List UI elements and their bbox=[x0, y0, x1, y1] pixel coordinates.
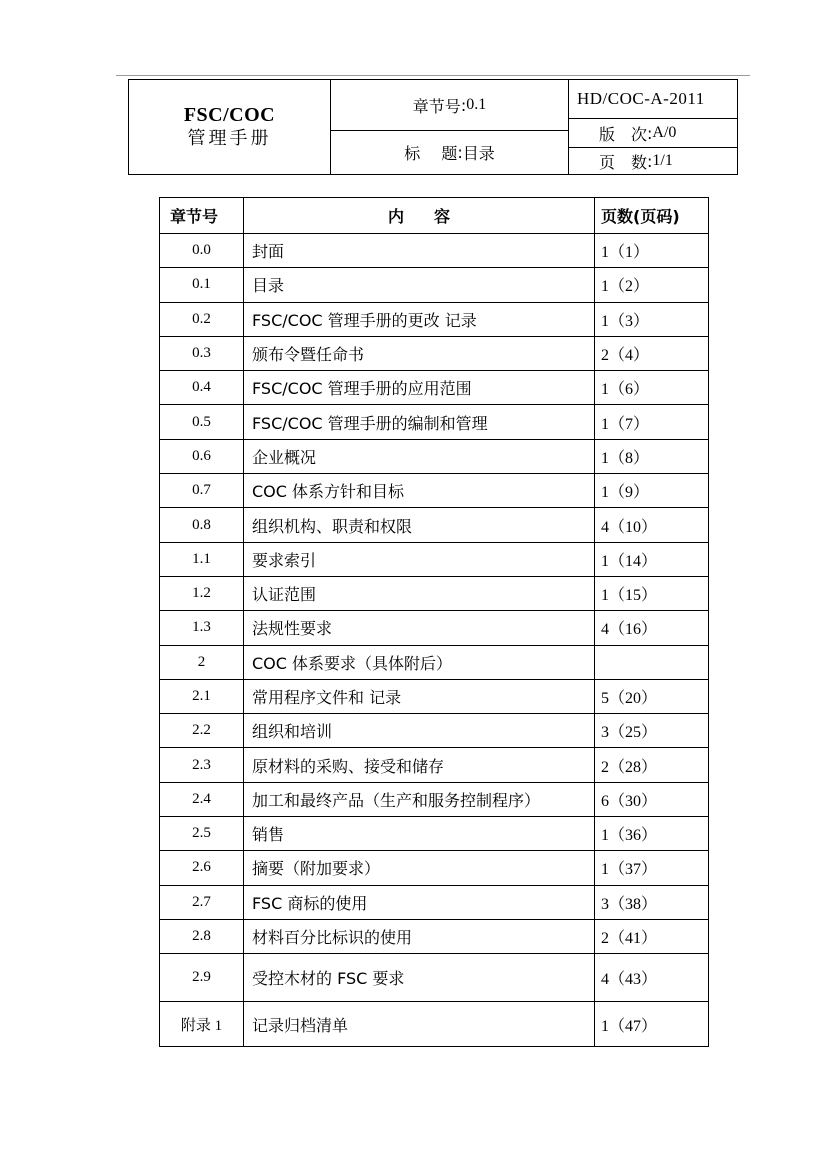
table-row bbox=[160, 782, 709, 816]
table-row bbox=[160, 817, 709, 851]
row-pages: 3（38） bbox=[595, 885, 709, 919]
row-content: 材料百分比标识的使用 bbox=[244, 919, 595, 953]
table-row bbox=[160, 234, 709, 268]
table-row bbox=[160, 919, 709, 953]
row-content: 颁布令暨任命书 bbox=[244, 336, 595, 370]
version-label: 版 次 bbox=[599, 124, 648, 144]
row-section: 2.2 bbox=[160, 714, 244, 748]
row-content: 要求索引 bbox=[244, 542, 595, 576]
table-row bbox=[160, 851, 709, 885]
row-pages: 1（36） bbox=[595, 817, 709, 851]
table-row bbox=[160, 336, 709, 370]
row-content: COC 体系要求（具体附后） bbox=[244, 645, 595, 679]
row-content: COC 体系方针和目标 bbox=[244, 474, 595, 508]
table-row bbox=[160, 748, 709, 782]
table-row bbox=[160, 1002, 709, 1047]
row-content: 原材料的采购、接受和储存 bbox=[244, 748, 595, 782]
title-colon: : bbox=[457, 143, 463, 162]
table-row bbox=[160, 611, 709, 645]
title-label: 标 题 bbox=[404, 144, 458, 163]
row-content: 法规性要求 bbox=[244, 611, 595, 645]
row-pages: 4（10） bbox=[595, 508, 709, 542]
row-pages: 2（41） bbox=[595, 919, 709, 953]
row-section: 0.0 bbox=[160, 234, 244, 268]
row-pages: 5（20） bbox=[595, 679, 709, 713]
row-section: 2.9 bbox=[160, 954, 244, 1002]
header-pages: 页数(页码) bbox=[595, 198, 709, 234]
row-section: 1.1 bbox=[160, 542, 244, 576]
row-content: 封面 bbox=[244, 234, 595, 268]
row-section: 0.4 bbox=[160, 371, 244, 405]
row-content: FSC/COC 管理手册的更改 记录 bbox=[244, 302, 595, 336]
row-section: 1.3 bbox=[160, 611, 244, 645]
row-section: 0.5 bbox=[160, 405, 244, 439]
table-row bbox=[160, 268, 709, 302]
toc-header-row bbox=[160, 198, 709, 234]
table-row bbox=[160, 679, 709, 713]
table-row bbox=[160, 714, 709, 748]
row-section: 2.8 bbox=[160, 919, 244, 953]
row-content: 摘要（附加要求） bbox=[244, 851, 595, 885]
row-content: 组织机构、职责和权限 bbox=[244, 508, 595, 542]
table-row bbox=[160, 954, 709, 1002]
row-pages: 3（25） bbox=[595, 714, 709, 748]
row-section: 0.6 bbox=[160, 439, 244, 473]
row-pages: 1（6） bbox=[595, 371, 709, 405]
version-colon: : bbox=[647, 123, 653, 143]
table-row bbox=[160, 405, 709, 439]
row-pages: 1（3） bbox=[595, 302, 709, 336]
row-pages: 1（9） bbox=[595, 474, 709, 508]
title-value: 目录 bbox=[462, 144, 495, 163]
row-section: 2.5 bbox=[160, 817, 244, 851]
table-row bbox=[160, 542, 709, 576]
row-section: 附录 1 bbox=[160, 1002, 244, 1047]
row-section: 0.8 bbox=[160, 508, 244, 542]
header-content: 内容 bbox=[244, 198, 595, 234]
row-content: 记录归档清单 bbox=[244, 1002, 595, 1047]
row-content: 销售 bbox=[244, 817, 595, 851]
row-pages: 1（37） bbox=[595, 851, 709, 885]
header-title-block bbox=[129, 80, 331, 174]
top-rule bbox=[116, 75, 750, 76]
manual-title: 管理手册 bbox=[187, 128, 272, 149]
page-colon: : bbox=[647, 151, 653, 171]
row-content: FSC/COC 管理手册的编制和管理 bbox=[244, 405, 595, 439]
page-value: 1/1 bbox=[652, 152, 673, 169]
row-section: 2.1 bbox=[160, 679, 244, 713]
row-pages: 1（14） bbox=[595, 542, 709, 576]
table-row bbox=[160, 576, 709, 610]
row-section: 2.3 bbox=[160, 748, 244, 782]
title-cell bbox=[331, 131, 569, 174]
row-pages: 1（1） bbox=[595, 234, 709, 268]
table-row bbox=[160, 302, 709, 336]
row-section: 2.4 bbox=[160, 782, 244, 816]
doc-code: HD/COC-A-2011 bbox=[577, 89, 705, 108]
document-header bbox=[128, 79, 738, 175]
row-content: 受控木材的 FSC 要求 bbox=[244, 954, 595, 1002]
table-row bbox=[160, 371, 709, 405]
row-content: 目录 bbox=[244, 268, 595, 302]
row-pages bbox=[595, 645, 709, 679]
chapter-value: 0.1 bbox=[466, 96, 487, 113]
row-content: 企业概况 bbox=[244, 439, 595, 473]
row-pages: 1（47） bbox=[595, 1002, 709, 1047]
row-section: 0.1 bbox=[160, 268, 244, 302]
row-pages: 6（30） bbox=[595, 782, 709, 816]
chapter-label: 章节号 bbox=[412, 96, 461, 116]
row-section: 1.2 bbox=[160, 576, 244, 610]
brand-name: FSC/COC bbox=[183, 104, 276, 126]
row-content: 加工和最终产品（生产和服务控制程序） bbox=[244, 782, 595, 816]
row-pages: 4（43） bbox=[595, 954, 709, 1002]
row-section: 2.7 bbox=[160, 885, 244, 919]
row-pages: 2（4） bbox=[595, 336, 709, 370]
row-pages: 4（16） bbox=[595, 611, 709, 645]
table-row bbox=[160, 439, 709, 473]
table-of-contents bbox=[159, 197, 709, 1047]
row-content: 组织和培训 bbox=[244, 714, 595, 748]
row-content: FSC/COC 管理手册的应用范围 bbox=[244, 371, 595, 405]
table-row bbox=[160, 474, 709, 508]
version-cell bbox=[569, 119, 737, 148]
row-content: 常用程序文件和 记录 bbox=[244, 679, 595, 713]
doc-code-cell bbox=[569, 80, 737, 119]
chapter-number-cell bbox=[331, 80, 569, 131]
table-row bbox=[160, 645, 709, 679]
page-count-cell bbox=[569, 148, 737, 174]
row-section: 2 bbox=[160, 645, 244, 679]
row-pages: 1（2） bbox=[595, 268, 709, 302]
header-section: 章节号 bbox=[160, 198, 244, 234]
row-section: 0.7 bbox=[160, 474, 244, 508]
row-section: 0.3 bbox=[160, 336, 244, 370]
row-pages: 1（15） bbox=[595, 576, 709, 610]
page-label: 页 数 bbox=[599, 152, 648, 172]
version-value: A/0 bbox=[652, 124, 677, 141]
row-section: 2.6 bbox=[160, 851, 244, 885]
table-row bbox=[160, 885, 709, 919]
row-pages: 2（28） bbox=[595, 748, 709, 782]
row-content: 认证范围 bbox=[244, 576, 595, 610]
row-pages: 1（7） bbox=[595, 405, 709, 439]
row-content: FSC 商标的使用 bbox=[244, 885, 595, 919]
row-pages: 1（8） bbox=[595, 439, 709, 473]
row-section: 0.2 bbox=[160, 302, 244, 336]
chapter-colon: : bbox=[460, 95, 467, 115]
table-row bbox=[160, 508, 709, 542]
